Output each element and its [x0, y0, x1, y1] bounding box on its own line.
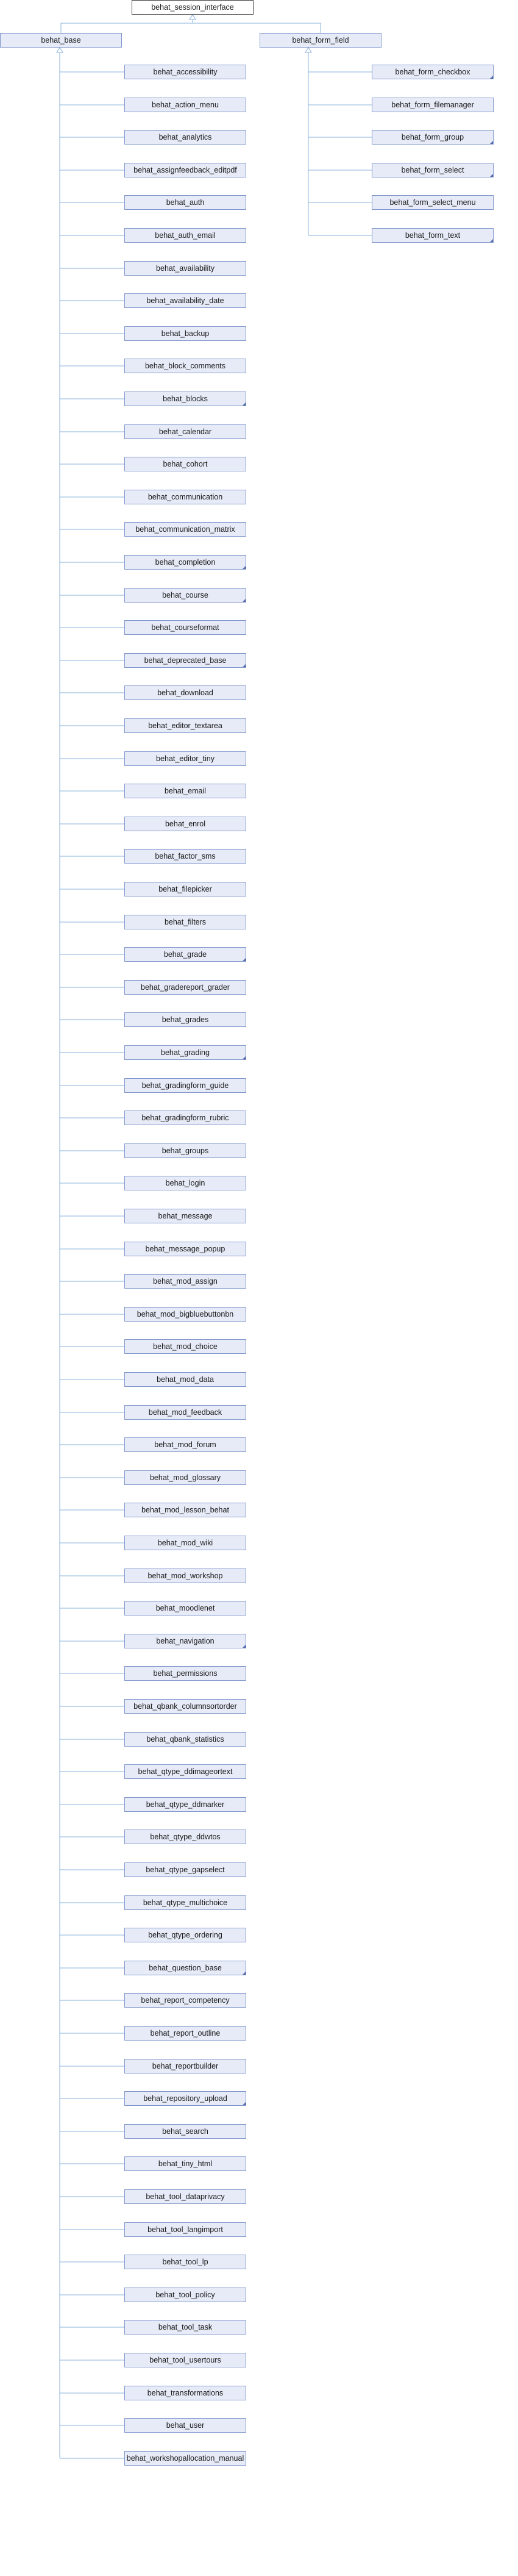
child-node[interactable]	[124, 1961, 246, 1975]
child-node[interactable]	[124, 1993, 246, 2008]
child-node-label: behat_message	[158, 1212, 213, 1220]
child-node-label: behat_communication	[147, 493, 223, 501]
child-node[interactable]	[372, 163, 494, 177]
child-node-label: behat_workshopallocation_manual	[126, 2454, 244, 2463]
inherit-arrow-group	[57, 48, 63, 52]
child-node[interactable]	[124, 2353, 246, 2367]
child-node[interactable]	[124, 1470, 246, 1485]
child-node[interactable]	[124, 2386, 246, 2400]
child-node-label: behat_form_text	[405, 231, 461, 240]
child-node-label: behat_form_filemanager	[391, 101, 474, 109]
has-subclasses-marker	[490, 174, 493, 177]
child-node[interactable]	[124, 522, 246, 537]
child-node-label: behat_blocks	[163, 395, 208, 403]
child-node-label: behat_completion	[155, 558, 216, 567]
child-node-label: behat_tool_task	[158, 2323, 213, 2331]
child-node-label: behat_tiny_html	[158, 2159, 213, 2168]
child-node[interactable]	[124, 1634, 246, 1648]
child-node-label: behat_form_group	[401, 133, 464, 141]
child-node[interactable]	[124, 817, 246, 831]
child-node[interactable]	[372, 228, 494, 243]
root-node[interactable]	[132, 0, 254, 15]
child-node[interactable]	[124, 1437, 246, 1452]
child-node[interactable]	[124, 1862, 246, 1877]
child-node-label: behat_analytics	[158, 133, 212, 141]
child-node-label: behat_tool_dataprivacy	[146, 2192, 225, 2201]
child-node-label: behat_gradereport_grader	[141, 983, 230, 992]
child-node[interactable]	[124, 424, 246, 439]
child-node[interactable]	[124, 2320, 246, 2334]
child-node-label: behat_groups	[161, 1147, 209, 1155]
child-node-label: behat_auth_email	[155, 231, 216, 240]
child-node-label: behat_factor_sms	[155, 852, 216, 860]
has-subclasses-marker	[490, 141, 493, 144]
child-node-label: behat_transformations	[147, 2389, 224, 2397]
child-node-label: behat_course	[162, 591, 208, 599]
group-node-label: behat_base	[41, 36, 81, 45]
child-node[interactable]	[372, 195, 494, 210]
child-node[interactable]	[124, 555, 246, 570]
child-node-label: behat_accessibility	[153, 68, 218, 76]
child-node[interactable]	[124, 1143, 246, 1158]
child-node-label: behat_email	[164, 787, 207, 795]
child-node[interactable]	[124, 1176, 246, 1190]
child-node[interactable]	[124, 1209, 246, 1223]
child-node-label: behat_assignfeedback_editpdf	[133, 166, 237, 174]
child-node[interactable]	[124, 1797, 246, 1812]
child-node[interactable]	[124, 1339, 246, 1354]
child-node-label: behat_mod_choice	[153, 1342, 218, 1351]
child-node-label: behat_auth	[166, 198, 205, 207]
child-node[interactable]	[124, 1569, 246, 1583]
child-node[interactable]	[124, 980, 246, 995]
child-node[interactable]	[124, 1078, 246, 1093]
child-node-label: behat_mod_glossary	[149, 1473, 221, 1482]
child-node-label: behat_mod_bigbluebuttonbn	[137, 1310, 234, 1318]
child-node-label: behat_courseformat	[151, 623, 219, 632]
child-node[interactable]	[124, 326, 246, 341]
child-node-label: behat_mod_wiki	[157, 1539, 213, 1547]
child-node[interactable]	[124, 1536, 246, 1550]
child-node-label: behat_tool_langimport	[147, 2225, 223, 2234]
child-node[interactable]	[124, 228, 246, 243]
child-node[interactable]	[124, 2156, 246, 2171]
child-node-label: behat_qbank_columnsortorder	[133, 1702, 237, 1711]
child-node[interactable]	[124, 2255, 246, 2269]
child-node-label: behat_qtype_multichoice	[143, 1898, 228, 1907]
child-node[interactable]	[124, 1895, 246, 1910]
child-node-label: behat_cohort	[163, 460, 208, 468]
child-node-label: behat_tool_policy	[155, 2291, 215, 2299]
child-node-label: behat_report_outline	[150, 2029, 221, 2038]
child-node-label: behat_mod_feedback	[148, 1408, 222, 1417]
child-node-label: behat_grades	[161, 1015, 209, 1024]
child-node[interactable]	[124, 1242, 246, 1256]
child-node[interactable]	[124, 1307, 246, 1322]
child-node[interactable]	[124, 2026, 246, 2041]
has-subclasses-marker	[243, 599, 246, 602]
child-node[interactable]	[372, 65, 494, 79]
child-node-label: behat_gradingform_guide	[141, 1081, 229, 1090]
child-node[interactable]	[124, 947, 246, 962]
child-node[interactable]	[124, 1012, 246, 1027]
child-node-label: behat_deprecated_base	[144, 656, 227, 665]
child-node-label: behat_qbank_statistics	[146, 1735, 224, 1744]
child-node[interactable]	[124, 359, 246, 373]
child-node-label: behat_qtype_gapselect	[146, 1866, 225, 1874]
child-node-label: behat_block_comments	[144, 362, 226, 370]
group-node-behat-base[interactable]	[0, 33, 122, 48]
child-node[interactable]	[124, 65, 246, 79]
child-node[interactable]	[124, 1372, 246, 1387]
child-node[interactable]	[124, 1699, 246, 1714]
child-node[interactable]	[124, 2189, 246, 2204]
child-node-label: behat_user	[166, 2421, 205, 2430]
child-node[interactable]	[124, 1764, 246, 1779]
child-node[interactable]	[124, 457, 246, 471]
child-node-label: behat_tool_usertours	[149, 2356, 221, 2364]
child-node[interactable]	[124, 588, 246, 603]
child-node-label: behat_repository_upload	[143, 2094, 227, 2103]
child-node-label: behat_form_checkbox	[395, 68, 470, 76]
child-node-label: behat_qtype_ddimageortext	[138, 1767, 233, 1776]
child-node-label: behat_qtype_ddmarker	[146, 1800, 225, 1809]
child-node[interactable]	[124, 751, 246, 766]
child-node-label: behat_mod_workshop	[147, 1572, 223, 1580]
child-node[interactable]	[124, 620, 246, 635]
child-node[interactable]	[124, 849, 246, 864]
child-node[interactable]	[124, 2059, 246, 2073]
child-node[interactable]	[124, 1666, 246, 1681]
child-node[interactable]	[124, 1928, 246, 1942]
child-node[interactable]	[124, 915, 246, 929]
child-node[interactable]	[124, 2124, 246, 2139]
child-node[interactable]	[124, 653, 246, 668]
child-node[interactable]	[124, 490, 246, 504]
has-subclasses-marker	[243, 1972, 246, 1975]
child-node[interactable]	[124, 1405, 246, 1420]
child-node[interactable]	[124, 98, 246, 112]
child-node[interactable]	[124, 2418, 246, 2433]
child-node-label: behat_navigation	[156, 1637, 215, 1645]
child-node[interactable]	[124, 392, 246, 406]
has-subclasses-marker	[243, 2102, 246, 2105]
child-node-label: behat_mod_forum	[154, 1440, 216, 1449]
group-node-behat-form-field[interactable]	[260, 33, 381, 48]
child-node-label: behat_grade	[163, 950, 207, 959]
has-subclasses-marker	[243, 1056, 246, 1059]
child-node[interactable]	[372, 130, 494, 145]
child-node[interactable]	[124, 2288, 246, 2302]
child-node[interactable]	[124, 1732, 246, 1747]
child-node-label: behat_mod_data	[157, 1375, 214, 1384]
child-node[interactable]	[124, 1111, 246, 1125]
child-node[interactable]	[124, 718, 246, 733]
root-node-label: behat_session_interface	[151, 3, 234, 12]
child-node[interactable]	[124, 130, 246, 145]
child-node[interactable]	[124, 1045, 246, 1060]
child-node[interactable]	[124, 195, 246, 210]
child-node[interactable]	[124, 882, 246, 896]
child-node[interactable]	[124, 1274, 246, 1289]
child-node-label: behat_gradingform_rubric	[141, 1114, 229, 1122]
child-node-label: behat_report_competency	[141, 1996, 230, 2005]
child-node[interactable]	[124, 1503, 246, 1517]
inherit-arrow-root	[190, 15, 196, 20]
inherit-arrow-group	[305, 48, 311, 52]
has-subclasses-marker	[243, 402, 246, 406]
child-node[interactable]	[124, 1601, 246, 1615]
child-node-label: behat_search	[162, 2127, 208, 2136]
child-node[interactable]	[124, 163, 246, 177]
child-node-label: behat_enrol	[165, 820, 206, 828]
child-node-label: behat_download	[157, 689, 213, 697]
child-node[interactable]	[124, 293, 246, 308]
child-node-label: behat_action_menu	[152, 101, 219, 109]
child-node-label: behat_availability_date	[146, 296, 224, 305]
child-node-label: behat_calendar	[158, 428, 212, 436]
child-node-label: behat_form_select	[401, 166, 464, 174]
has-subclasses-marker	[243, 958, 246, 961]
has-subclasses-marker	[243, 1645, 246, 1648]
child-node[interactable]	[124, 2451, 246, 2466]
has-subclasses-marker	[490, 239, 493, 242]
child-node-label: behat_mod_assign	[153, 1277, 218, 1286]
has-subclasses-marker	[243, 566, 246, 569]
child-node-label: behat_form_select_menu	[389, 198, 476, 207]
has-subclasses-marker	[490, 76, 493, 79]
child-node-label: behat_filters	[164, 918, 207, 926]
child-node[interactable]	[124, 1830, 246, 1844]
child-node-label: behat_login	[165, 1179, 205, 1187]
child-node-label: behat_availability	[156, 264, 215, 273]
child-node[interactable]	[124, 2222, 246, 2237]
child-node-label: behat_communication_matrix	[135, 525, 235, 534]
child-node-label: behat_question_base	[149, 1964, 222, 1972]
child-node[interactable]	[124, 685, 246, 700]
child-node-label: behat_editor_tiny	[156, 754, 215, 763]
child-node-label: behat_qtype_ordering	[148, 1931, 222, 1939]
child-node-label: behat_filepicker	[158, 885, 212, 893]
has-subclasses-marker	[243, 664, 246, 667]
child-node-label: behat_backup	[161, 329, 210, 338]
child-node-label: behat_tool_lp	[162, 2258, 208, 2266]
child-node-label: behat_moodlenet	[155, 1604, 215, 1612]
child-node[interactable]	[124, 784, 246, 798]
child-node-label: behat_editor_textarea	[148, 721, 222, 730]
child-node-label: behat_mod_lesson_behat	[141, 1506, 229, 1514]
child-node-label: behat_message_popup	[145, 1245, 225, 1253]
group-node-label: behat_form_field	[292, 36, 349, 45]
child-node-label: behat_qtype_ddwtos	[150, 1833, 221, 1841]
child-node-label: behat_grading	[161, 1048, 210, 1057]
child-node[interactable]	[124, 261, 246, 276]
child-node-label: behat_permissions	[153, 1669, 218, 1678]
child-node-label: behat_reportbuilder	[152, 2062, 219, 2070]
child-node[interactable]	[372, 98, 494, 112]
child-node[interactable]	[124, 2091, 246, 2106]
